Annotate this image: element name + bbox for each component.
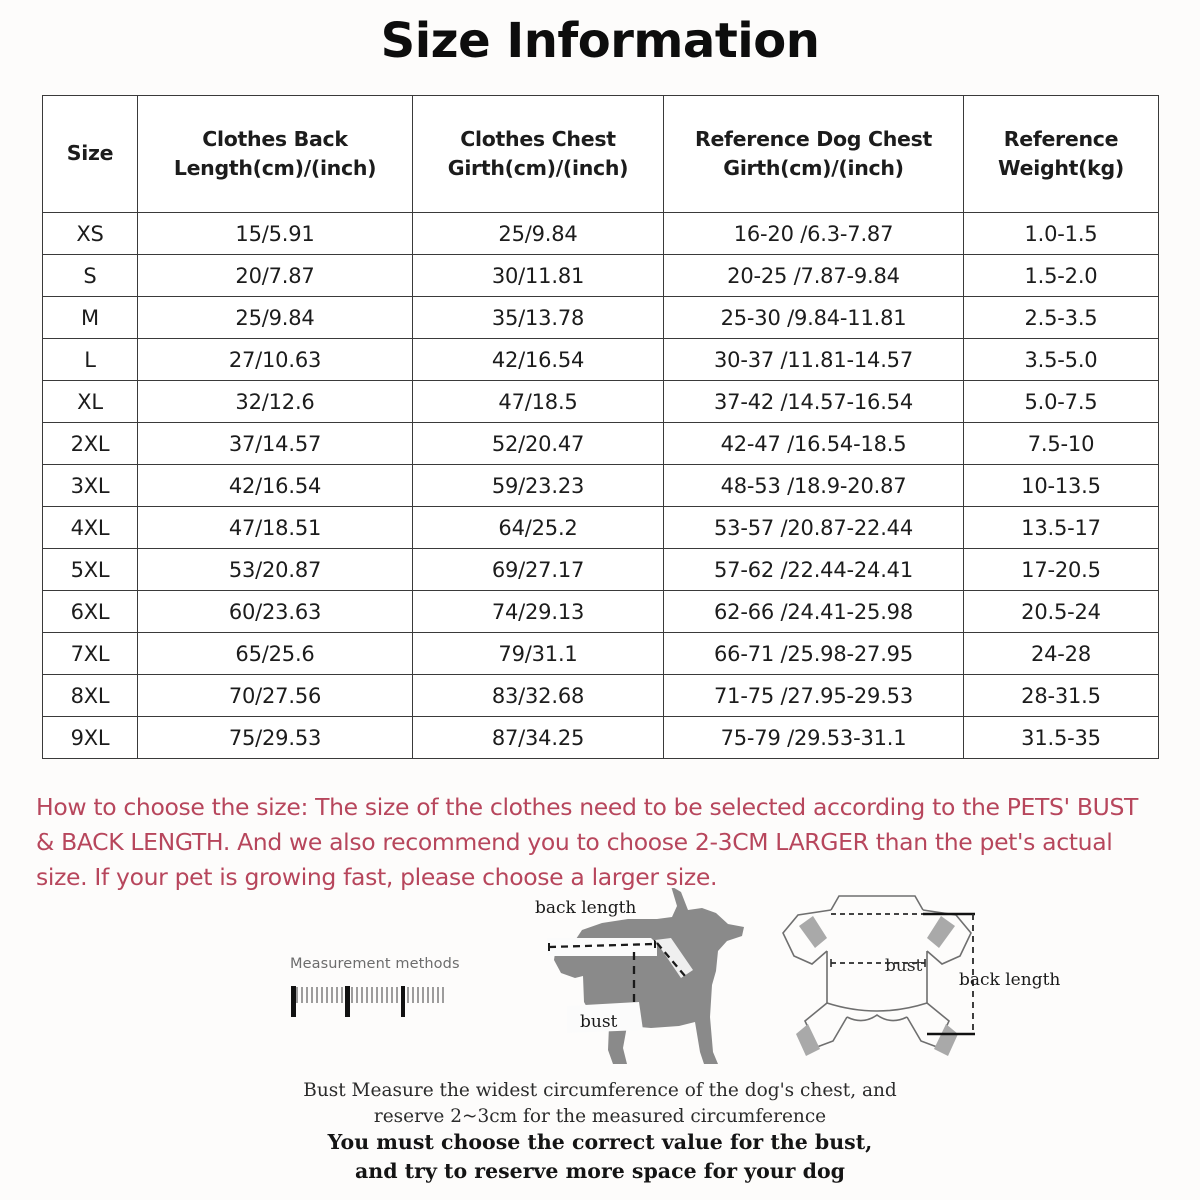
- cell-size: XS: [43, 213, 138, 255]
- size-information-table: [42, 95, 1159, 759]
- column-header-reference-dog-chest-girth-line2: Girth(cm)/(inch): [723, 156, 904, 180]
- cell-reference-weight: 31.5-35: [964, 717, 1159, 759]
- table-row: [43, 297, 1159, 339]
- cell-clothes-back-length: 27/10.63: [138, 339, 413, 381]
- table-row: [43, 465, 1159, 507]
- cell-clothes-back-length: 70/27.56: [138, 675, 413, 717]
- cell-reference-weight: 1.0-1.5: [964, 213, 1159, 255]
- cell-reference-dog-chest-girth: 37-42 /14.57-16.54: [664, 381, 964, 423]
- table-header-row: [43, 96, 1159, 213]
- cell-reference-dog-chest-girth: 42-47 /16.54-18.5: [664, 423, 964, 465]
- cell-reference-dog-chest-girth: 48-53 /18.9-20.87: [664, 465, 964, 507]
- cell-reference-dog-chest-girth: 71-75 /27.95-29.53: [664, 675, 964, 717]
- column-header-size-line1: Size: [66, 141, 114, 166]
- table-row: [43, 591, 1159, 633]
- clothes-bust-label: bust: [885, 956, 923, 976]
- clothes-back-length-label: back length: [959, 970, 1061, 990]
- cell-clothes-back-length: 75/29.53: [138, 717, 413, 759]
- cell-reference-dog-chest-girth: 66-71 /25.98-27.95: [664, 633, 964, 675]
- cell-clothes-chest-girth: 87/34.25: [413, 717, 664, 759]
- column-header-reference-weight-line2: Weight(kg): [998, 156, 1124, 180]
- cell-reference-dog-chest-girth: 75-79 /29.53-31.1: [664, 717, 964, 759]
- bust-measure-caption-line2: reserve 2~3cm for the measured circumference: [373, 1106, 827, 1127]
- cell-reference-weight: 13.5-17: [964, 507, 1159, 549]
- cell-clothes-back-length: 32/12.6: [138, 381, 413, 423]
- cell-clothes-chest-girth: 42/16.54: [413, 339, 664, 381]
- cell-size: 6XL: [43, 591, 138, 633]
- cell-reference-dog-chest-girth: 20-25 /7.87-9.84: [664, 255, 964, 297]
- cell-size: 5XL: [43, 549, 138, 591]
- column-header-reference-dog-chest-girth-line1: Reference Dog Chest: [694, 126, 933, 151]
- bust-measure-caption-line1: Bust Measure the widest circumference of the dog's chest, and: [303, 1080, 897, 1101]
- dog-back-length-label: back length: [535, 898, 637, 918]
- measurement-methods-label: Measurement methods: [290, 956, 460, 972]
- cell-clothes-chest-girth: 25/9.84: [413, 213, 664, 255]
- ruler-icon: [290, 981, 455, 1023]
- cell-clothes-chest-girth: 59/23.23: [413, 465, 664, 507]
- cell-reference-weight: 10-13.5: [964, 465, 1159, 507]
- table-row: [43, 255, 1159, 297]
- column-header-clothes-chest-girth-line2: Girth(cm)/(inch): [447, 156, 629, 180]
- cell-size: 7XL: [43, 633, 138, 675]
- cell-clothes-chest-girth: 83/32.68: [413, 675, 664, 717]
- bust-value-warning-line1: You must choose the correct value for the bust,: [327, 1130, 873, 1154]
- column-header-reference-dog-chest-girth: [664, 96, 964, 213]
- bust-value-warning-line2: and try to reserve more space for your dog: [355, 1159, 845, 1183]
- cell-reference-weight: 24-28: [964, 633, 1159, 675]
- cell-clothes-chest-girth: 35/13.78: [413, 297, 664, 339]
- dog-bust-label: bust: [580, 1012, 618, 1032]
- table-row: [43, 381, 1159, 423]
- cell-reference-dog-chest-girth: 30-37 /11.81-14.57: [664, 339, 964, 381]
- table-row: [43, 549, 1159, 591]
- size-table-container: [42, 95, 1158, 759]
- cell-clothes-chest-girth: 64/25.2: [413, 507, 664, 549]
- cell-size: S: [43, 255, 138, 297]
- cell-reference-dog-chest-girth: 25-30 /9.84-11.81: [664, 297, 964, 339]
- column-header-clothes-chest-girth: [413, 96, 664, 213]
- table-row: [43, 633, 1159, 675]
- page-title: Size Information: [380, 13, 820, 69]
- table-row: [43, 507, 1159, 549]
- cell-clothes-chest-girth: 52/20.47: [413, 423, 664, 465]
- cell-reference-weight: 28-31.5: [964, 675, 1159, 717]
- column-header-size: [43, 96, 138, 213]
- cell-size: 8XL: [43, 675, 138, 717]
- cell-size: 9XL: [43, 717, 138, 759]
- cell-clothes-back-length: 37/14.57: [138, 423, 413, 465]
- size-choosing-note: How to choose the size: The size of the clothes need to be selected according to the PETS' BUST & BACK LENGTH. And we also recommend you to choose 2-3CM LARGER than the pet's actual size. If your pet is growing fast, please choose a larger size.: [36, 792, 1139, 891]
- clothes-measurement-diagram: [775, 888, 1075, 1073]
- cell-clothes-back-length: 15/5.91: [138, 213, 413, 255]
- dog-measurement-diagram: [495, 888, 745, 1073]
- cell-clothes-chest-girth: 30/11.81: [413, 255, 664, 297]
- cell-clothes-chest-girth: 69/27.17: [413, 549, 664, 591]
- cell-clothes-back-length: 25/9.84: [138, 297, 413, 339]
- cell-size: 2XL: [43, 423, 138, 465]
- measurement-methods-block: [290, 956, 470, 1028]
- column-header-clothes-chest-girth-line1: Clothes Chest: [460, 126, 616, 151]
- cell-size: L: [43, 339, 138, 381]
- bust-value-warning-caption: [0, 1128, 1200, 1186]
- table-row: [43, 717, 1159, 759]
- cell-clothes-back-length: 53/20.87: [138, 549, 413, 591]
- cell-clothes-back-length: 42/16.54: [138, 465, 413, 507]
- cell-reference-weight: 3.5-5.0: [964, 339, 1159, 381]
- table-row: [43, 213, 1159, 255]
- table-row: [43, 423, 1159, 465]
- cell-size: 4XL: [43, 507, 138, 549]
- column-header-reference-weight: [964, 96, 1159, 213]
- cell-reference-dog-chest-girth: 16-20 /6.3-7.87: [664, 213, 964, 255]
- column-header-clothes-back-length-line2: Length(cm)/(inch): [173, 156, 377, 180]
- cell-clothes-back-length: 20/7.87: [138, 255, 413, 297]
- cell-size: M: [43, 297, 138, 339]
- table-row: [43, 675, 1159, 717]
- bust-measure-caption: [0, 1078, 1200, 1130]
- cell-size: 3XL: [43, 465, 138, 507]
- cell-reference-weight: 20.5-24: [964, 591, 1159, 633]
- table-body: [43, 213, 1159, 759]
- cell-clothes-chest-girth: 79/31.1: [413, 633, 664, 675]
- column-header-clothes-back-length: [138, 96, 413, 213]
- cell-reference-dog-chest-girth: 57-62 /22.44-24.41: [664, 549, 964, 591]
- cell-clothes-chest-girth: 47/18.5: [413, 381, 664, 423]
- cell-size: XL: [43, 381, 138, 423]
- illustration-band: [0, 888, 1200, 1073]
- cell-reference-weight: 1.5-2.0: [964, 255, 1159, 297]
- cell-reference-dog-chest-girth: 62-66 /24.41-25.98: [664, 591, 964, 633]
- cell-reference-weight: 5.0-7.5: [964, 381, 1159, 423]
- column-header-reference-weight-line1: Reference: [1003, 126, 1119, 151]
- cell-reference-weight: 2.5-3.5: [964, 297, 1159, 339]
- cell-clothes-back-length: 65/25.6: [138, 633, 413, 675]
- cell-clothes-back-length: 47/18.51: [138, 507, 413, 549]
- cell-reference-dog-chest-girth: 53-57 /20.87-22.44: [664, 507, 964, 549]
- cell-clothes-chest-girth: 74/29.13: [413, 591, 664, 633]
- table-header: [43, 96, 1159, 213]
- cell-clothes-back-length: 60/23.63: [138, 591, 413, 633]
- cell-reference-weight: 17-20.5: [964, 549, 1159, 591]
- column-header-clothes-back-length-line1: Clothes Back: [202, 126, 348, 151]
- table-row: [43, 339, 1159, 381]
- cell-reference-weight: 7.5-10: [964, 423, 1159, 465]
